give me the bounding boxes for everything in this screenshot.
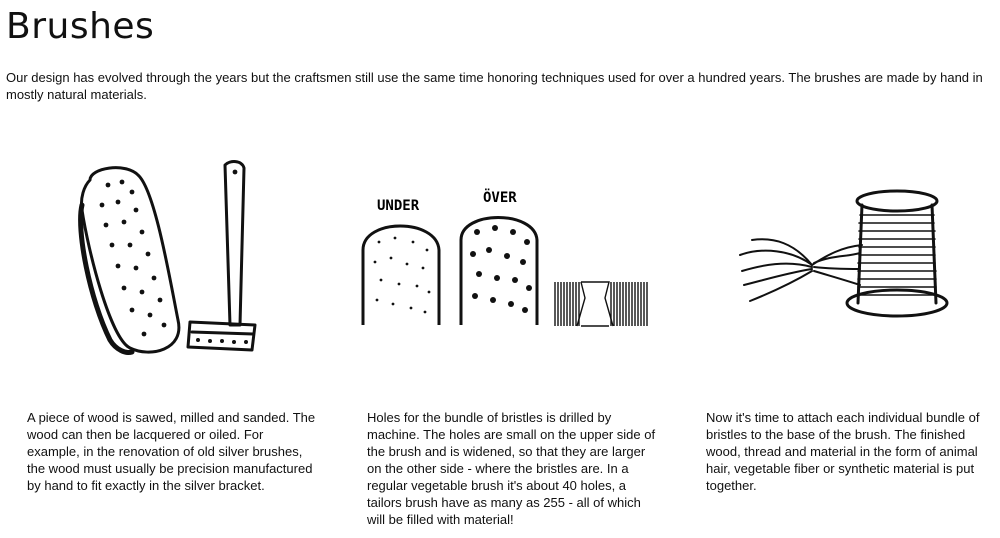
step-2-caption: Holes for the bundle of bristles is drilled by machine. The holes are small on the upper side of the brush and is widened, so that they are larger on the other side - where the bristles are. In a regular vegetable brush it's about 40 holes, a tailors brush have as many as 255 - all of which will be filled with material!	[367, 410, 656, 527]
step-3-caption: Now it's time to attach each individual bundle of bristles to the base of the brush. The finished wood, thread and material in the form of animal hair, vegetable fiber or synthetic material is put together.	[706, 410, 980, 493]
step-1-caption: A piece of wood is sawed, milled and sanded. The wood can then be lacquered or oiled. For example, in the renovation of old silver brushes, the wood must usually be precision manufactured by hand to fit exactly in the silver bracket.	[27, 410, 316, 493]
page-title: Brushes	[6, 6, 155, 47]
drilled-holes-illustration	[355, 180, 655, 330]
wood-brush-illustration	[60, 150, 270, 360]
label-under: UNDER	[377, 198, 420, 214]
intro-text: Our design has evolved through the years but the craftsmen still use the same time honoring techniques used for over a hundred years. The brushes are made by hand in mostly natural materials.	[6, 70, 983, 102]
label-over: ÖVER	[483, 190, 517, 206]
thread-spool-illustration	[732, 185, 962, 335]
